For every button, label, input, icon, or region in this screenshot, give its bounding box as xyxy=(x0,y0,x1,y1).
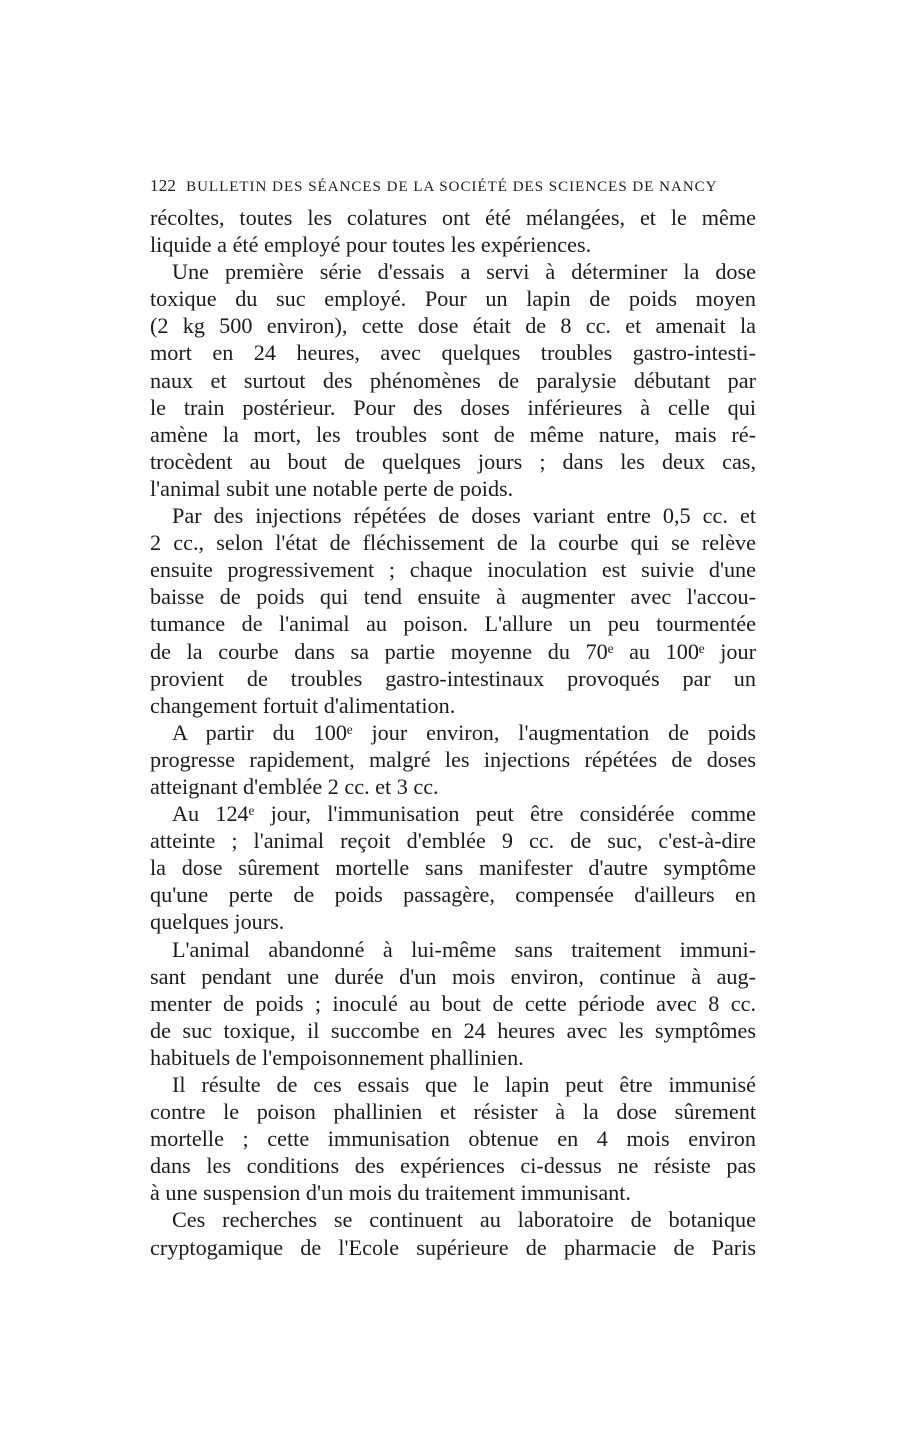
text-line: mort en 24 heures, avec quelques troubles gastro-intesti- xyxy=(150,340,756,366)
text-line: naux et surtout des phénomènes de paralysie débutant par xyxy=(150,367,756,393)
text-line: à une suspension d'un mois du traitement immunisant. xyxy=(150,1180,631,1206)
text-line: récoltes, toutes les colatures ont été mélangées, et le même xyxy=(150,205,756,230)
text-line: atteignant d'emblée 2 cc. et 3 cc. xyxy=(150,773,439,799)
text-line: atteinte ; l'animal reçoit d'emblée 9 cc. de suc, c'est-à-dire xyxy=(150,828,756,854)
text-line: Il résulte de ces essais que le lapin peut être immunisé xyxy=(172,1072,756,1097)
text-line: cryptogamique de l'Ecole supérieure de pharmacie de Paris xyxy=(150,1234,756,1260)
running-title: BULLETIN DES SÉANCES DE LA SOCIÉTÉ DES SCIENCES DE NANCY xyxy=(186,179,718,195)
text-line: menter de poids ; inoculé au bout de cette période avec 8 cc. xyxy=(150,990,756,1016)
running-header xyxy=(150,176,760,196)
text-line: le train postérieur. Pour des doses inférieures à celle qui xyxy=(150,394,756,420)
text-line: toxique du suc employé. Pour un lapin de poids moyen xyxy=(150,286,756,312)
text-line: L'animal abandonné à lui-même sans traitement immuni- xyxy=(172,936,756,962)
text-line: habituels de l'empoisonnement phallinien. xyxy=(150,1044,524,1070)
text-line: ensuite progressivement ; chaque inoculation est suivie d'une xyxy=(150,557,756,583)
text-line: mortelle ; cette immunisation obtenue en 4 mois environ xyxy=(150,1126,756,1152)
text-line: 2 cc., selon l'état de fléchissement de la courbe qui se relève xyxy=(150,530,756,556)
text-line: dans les conditions des expériences ci-dessus ne résiste pas xyxy=(150,1153,756,1179)
text-line: progresse rapidement, malgré les injections répétées de doses xyxy=(150,746,756,772)
text-line: de suc toxique, il succombe en 24 heures avec les symptômes xyxy=(150,1017,756,1043)
text-line: A partir du 100ᵉ jour environ, l'augmentation de poids xyxy=(172,719,756,745)
text-line: contre le poison phallinien et résister à la dose sûrement xyxy=(150,1099,756,1125)
text-line: Au 124ᵉ jour, l'immunisation peut être considérée comme xyxy=(172,801,756,827)
text-line: (2 kg 500 environ), cette dose était de 8 cc. et amenait la xyxy=(150,313,756,339)
text-line: provient de troubles gastro-intestinaux provoqués par un xyxy=(150,665,756,691)
text-line: Ces recherches se continuent au laboratoire de botanique xyxy=(172,1207,756,1233)
text-line: qu'une perte de poids passagère, compensée d'ailleurs en xyxy=(150,882,756,908)
text-line: trocèdent au bout de quelques jours ; dans les deux cas, xyxy=(150,448,756,474)
text-line: l'animal subit une notable perte de poids. xyxy=(150,475,514,501)
text-line: de la courbe dans sa partie moyenne du 70ᵉ au 100ᵉ jour xyxy=(150,638,756,664)
text-line: tumance de l'animal au poison. L'allure un peu tourmentée xyxy=(150,611,756,637)
text-line: amène la mort, les troubles sont de même nature, mais ré- xyxy=(150,421,756,447)
text-line: Une première série d'essais a servi à déterminer la dose xyxy=(172,259,756,285)
text-line: la dose sûrement mortelle sans manifester d'autre symptôme xyxy=(150,855,756,881)
text-line: baisse de poids qui tend ensuite à augmenter avec l'accou- xyxy=(150,584,756,610)
text-line: quelques jours. xyxy=(150,909,285,935)
body-text xyxy=(150,204,756,1261)
text-line: sant pendant une durée d'un mois environ, continue à aug- xyxy=(150,963,756,989)
text-line: Par des injections répétées de doses variant entre 0,5 cc. et xyxy=(172,503,756,529)
page-number: 122 xyxy=(150,176,177,195)
text-line: changement fortuit d'alimentation. xyxy=(150,692,456,718)
text-line: liquide a été employé pour toutes les expériences. xyxy=(150,232,592,258)
